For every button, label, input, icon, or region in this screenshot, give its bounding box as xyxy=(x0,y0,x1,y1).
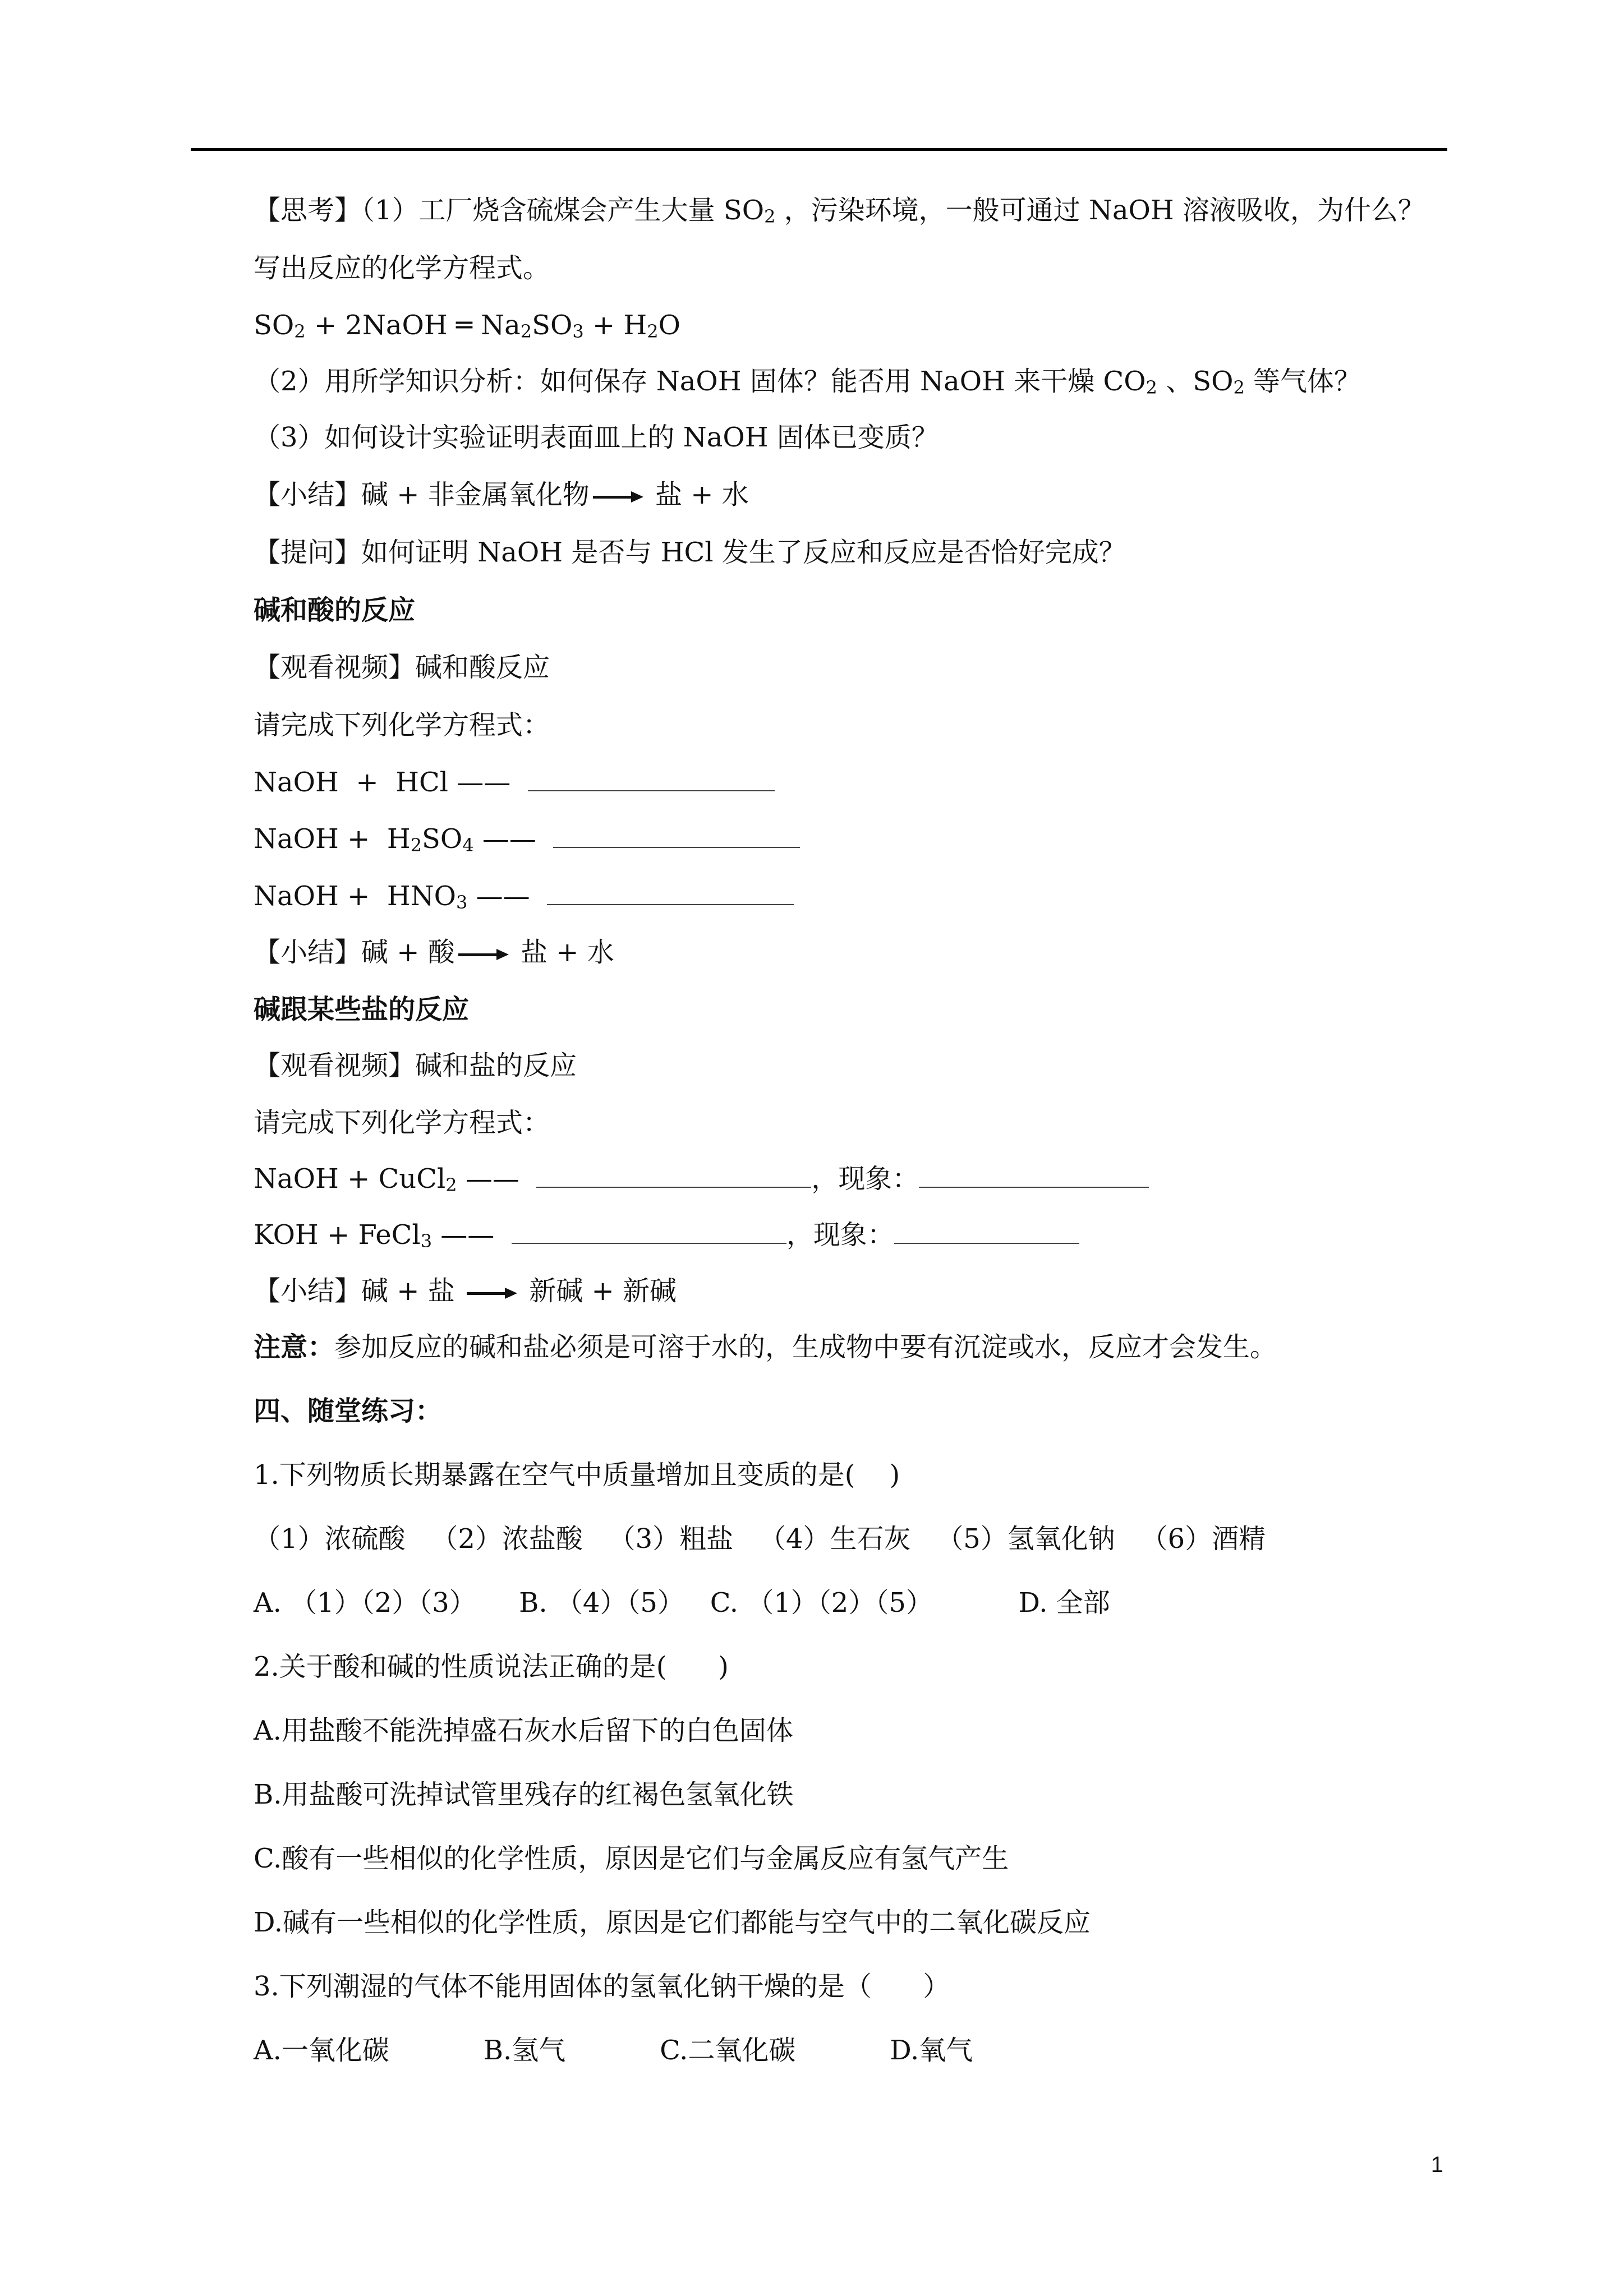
arrow-icon xyxy=(467,1282,517,1304)
note: 注意：参加反应的碱和盐必须是可溶于水的，生成物中要有沉淀或水，反应才会发生。 xyxy=(254,1331,1277,1363)
prompt-base-salt: 请完成下列化学方程式： xyxy=(254,1107,550,1138)
phenomenon-blank[interactable] xyxy=(919,1162,1149,1188)
header-rule xyxy=(191,148,1447,151)
video-base-acid: 【观看视频】碱和酸反应 xyxy=(254,652,550,683)
equation-naoh-hno3: NaOH + $HNO_3$ —— xyxy=(254,879,794,919)
practice-q3-options: A.一氧化碳 B.氢气 C.二氧化碳 D.氧气 xyxy=(254,2035,973,2066)
think-question-1-line2: 写出反应的化学方程式。 xyxy=(254,252,550,284)
equation-naoh-hcl: NaOH + HCl —— xyxy=(254,766,775,799)
equation-naoh-cucl2: NaOH + CuCl$_2$ —— ，现象： xyxy=(254,1162,1149,1202)
arrow-icon xyxy=(593,486,643,508)
practice-q2-option-d: D.碱有一些相似的化学性质，原因是它们都能与空气中的二氧化碳反应 xyxy=(254,1907,1091,1938)
heading-base-salt: 碱跟某些盐的反应 xyxy=(254,994,470,1025)
practice-q1-options: A. （1）（2）（3） B. （4）（5） C. （1）（2）（5） D. 全部 xyxy=(254,1587,1110,1619)
summary-base-salt: 【小结】碱 + 盐 新碱 + 新碱 xyxy=(254,1275,677,1307)
video-base-salt: 【观看视频】碱和盐的反应 xyxy=(254,1050,577,1081)
practice-q1-items: （1）浓硫酸 （2）浓盐酸 （3）粗盐 （4）生石灰 （5）氢氧化钠 （6）酒精 xyxy=(254,1523,1266,1555)
answer-blank[interactable] xyxy=(512,1218,786,1244)
practice-q1: 1.下列物质长期暴露在空气中质量增加且变质的是( ) xyxy=(254,1459,900,1491)
practice-q2: 2.关于酸和碱的性质说法正确的是( ) xyxy=(254,1651,729,1682)
think-question-3: （3）如何设计实验证明表面皿上的 NaOH 固体已变质？ xyxy=(254,422,938,453)
summary-base-acid: 【小结】碱 + 酸 盐 + 水 xyxy=(254,937,614,968)
page-number: 1 xyxy=(1430,2152,1443,2177)
heading-practice: 四、随堂练习： xyxy=(254,1395,443,1427)
practice-q3: 3.下列潮湿的气体不能用固体的氢氧化钠干燥的是（ ） xyxy=(254,1971,950,2002)
equation-naoh-h2so4: NaOH + $H_2SO_4$ —— xyxy=(254,822,800,862)
practice-q2-option-a: A.用盐酸不能洗掉盛石灰水后留下的白色固体 xyxy=(254,1715,793,1746)
answer-blank[interactable] xyxy=(528,766,775,791)
think-equation: $SO_2$ + 2NaOH ═ $Na_2SO_3 + H_2O$ xyxy=(254,310,680,342)
question-neutralization: 【提问】如何证明 NaOH 是否与 HCl 发生了反应和反应是否恰好完成？ xyxy=(254,537,1126,568)
equation-koh-fecl3: KOH + FeCl$_3$ —— ，现象： xyxy=(254,1218,1079,1258)
answer-blank[interactable] xyxy=(547,879,794,905)
think-question-2: （2）用所学知识分析：如何保存 NaOH 固体？能否用 NaOH 来干燥 $CO_2$ 、$SO_2$ 等气体？ xyxy=(254,366,1361,398)
practice-q2-option-c: C.酸有一些相似的化学性质，原因是它们与金属反应有氢气产生 xyxy=(254,1843,1009,1874)
prompt-base-acid: 请完成下列化学方程式： xyxy=(254,709,550,741)
arrow-icon xyxy=(458,943,509,966)
summary-nonmetal-oxide: 【小结】碱 + 非金属氧化物 盐 + 水 xyxy=(254,479,749,510)
think-tag: 【思考】 xyxy=(254,195,362,226)
answer-blank[interactable] xyxy=(536,1162,811,1188)
practice-q2-option-b: B.用盐酸可洗掉试管里残存的红褐色氢氧化铁 xyxy=(254,1779,794,1810)
think-question-1: 【思考】（1）工厂烧含硫煤会产生大量 $SO_2$ ，污染环境，一般可通过 NaOH 溶液吸收，为什么？ xyxy=(254,195,1425,227)
phenomenon-blank[interactable] xyxy=(894,1218,1079,1244)
heading-base-acid: 碱和酸的反应 xyxy=(254,594,416,626)
answer-blank[interactable] xyxy=(553,822,800,848)
